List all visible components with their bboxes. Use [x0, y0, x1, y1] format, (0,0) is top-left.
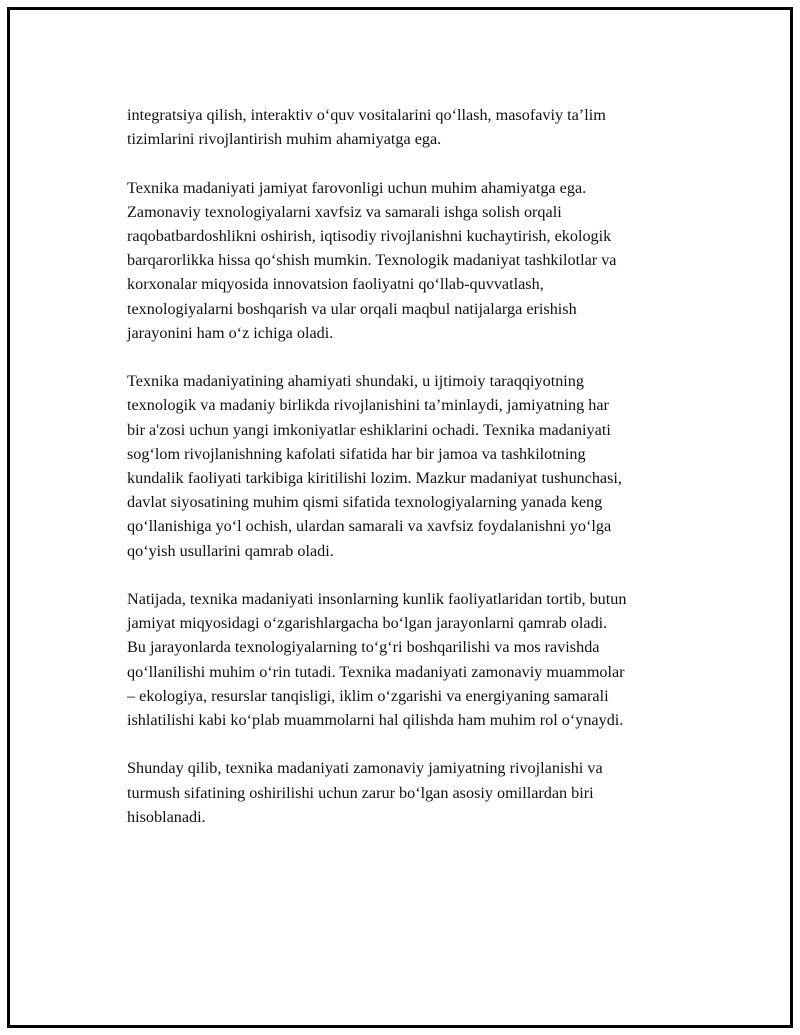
- paragraph-4: Natijada, texnika madaniyati insonlarning kunlik faoliyatlaridan tortib, butun jamiyat miqyosidagi o‘zgarishlargacha bo‘lgan jarayonlarni qamrab oladi. Bu jarayonlarda texnologiyalarning to‘g‘ri boshqarilishi va mos ravishda qo‘llanilishi muhim o‘rin tutadi. Texnika madaniyati zamonaviy muammolar – ekologiya, resurslar tanqisligi, iklim o‘zgarishi va energiyaning samarali ishlatilishi kabi ko‘plab muammolarni hal qilishda ham muhim rol o‘ynaydi.: [127, 590, 627, 730]
- page-body: [127, 103, 702, 853]
- paragraph-3: Texnika madaniyatining ahamiyati shundaki, u ijtimoiy taraqqiyotning texnologik va madaniy birlikda rivojlanishini ta’minlaydi, jamiyatning har bir a'zosi uchun yangi imkoniyatlar eshiklarini ochadi. Texnika madaniyati sog‘lom rivojlanishning kafolati sifatida har bir jamoa va tashkilotning kundalik faoliyati tarkibiga kiritilishi lozim. Mazkur madaniyat tushunchasi, davlat siyosatining muhim qismi sifatida texnologiyalarning yanada keng qo‘llanishiga yo‘l ochish, ulardan samarali va xavfsiz foydalanishni yo‘lga qo‘yish usullarini qamrab oladi.: [127, 372, 622, 560]
- paragraph-5: Shunday qilib, texnika madaniyati zamonaviy jamiyatning rivojlanishi va turmush sifatining oshirilishi uchun zarur bo‘lgan asosiy omillardan biri hisoblanadi.: [127, 759, 603, 826]
- page-frame: [7, 7, 793, 1028]
- paragraph-1: integratsiya qilish, interaktiv o‘quv vositalarini qo‘llash, masofaviy ta’lim tizimlarini rivojlantirish muhim ahamiyatga ega.: [127, 106, 606, 149]
- paragraph-2: Texnika madaniyati jamiyat farovonligi uchun muhim ahamiyatga ega. Zamonaviy texnologiyalarni xavfsiz va samarali ishga solish orqali raqobatbardoshlikni oshirish, iqtisodiy rivojlanishni kuchaytirish, ekologik barqarorlikka hissa qo‘shish mumkin. Texnologik madaniyat tashkilotlar va korxonalar miqyosida innovatsion faoliyatni qo‘llab-quvvatlash, texnologiyalarni boshqarish va ular orqali maqbul natijalarga erishish jarayonini ham o‘z ichiga oladi.: [127, 178, 617, 342]
